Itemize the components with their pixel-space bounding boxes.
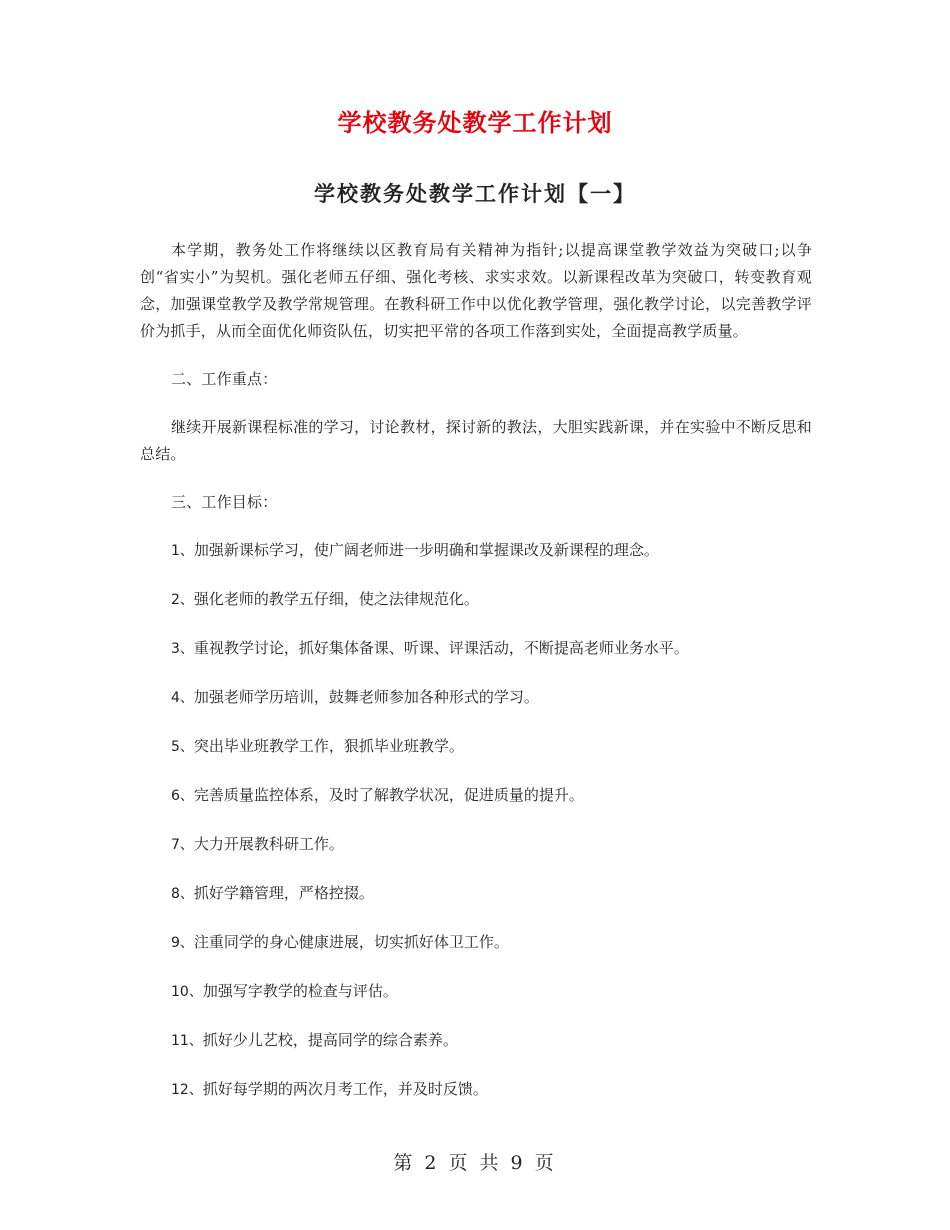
goal-number: 7、 [171,837,194,853]
goal-text: 抓好少儿艺校，提高同学的综合素养。 [202,1031,458,1049]
goal-number: 11、 [171,1033,203,1049]
goal-number: 5、 [171,739,194,755]
section-title-text: 学校教务处教学工作计划 [314,181,567,206]
goal-item-2 [140,586,812,614]
goal-item-5 [140,733,812,761]
goal-text: 完善质量监控体系，及时了解教学状况，促进质量的提升。 [193,786,584,804]
goal-text: 抓好学籍管理，严格控掇。 [193,884,374,902]
focus-heading: 二、工作重点： [171,370,278,388]
goal-item-3 [140,635,812,663]
section-title [0,178,950,210]
goal-number: 9、 [171,935,194,951]
goal-text: 突出毕业班教学工作，狠抓毕业班教学。 [193,737,464,755]
goal-item-7 [140,831,812,859]
goal-number: 12、 [171,1082,203,1098]
goal-item-6 [140,782,812,810]
goal-number: 6、 [171,788,194,804]
goals-heading: 三、工作目标： [171,493,278,511]
goal-text: 加强老师学历培训，鼓舞老师参加各种形式的学习。 [193,688,539,706]
intro-paragraph: 本学期，教务处工作将继续以区教育局有关精神为指针;以提高课堂教学效益为突破口;以争创“省实小”为契机。强化老师五仔细、强化考核、求实求效。以新课程改革为突破口，转变教育观念，加强课堂教学及教学常规管理。在教科研工作中以优化教学管理，强化教学讨论，以完善教学评价为抓手，从而全面优化师资队伍，切实把平常的各项工作落到实处，全面提高教学质量。 [140,241,812,340]
goal-item-1 [140,537,812,565]
goal-text: 注重同学的身心健康进展，切实抓好体卫工作。 [193,933,509,951]
goal-number: 10、 [171,984,203,1000]
document-title: 学校教务处教学工作计划 [337,108,613,137]
goals-list [140,537,812,1104]
goal-number: 2、 [171,592,194,608]
goal-item-4 [140,684,812,712]
goal-text: 加强新课标学习，使广阔老师进一步明确和掌握课改及新课程的理念。 [193,541,659,559]
goal-text: 大力开展教科研工作。 [193,835,344,853]
goal-number: 4、 [171,690,194,706]
goal-item-10 [140,978,812,1006]
section-title-bracket: 【一】 [567,181,636,206]
goal-item-8 [140,880,812,908]
page-number: 第 2 页 共 9 页 [393,1152,557,1174]
goal-item-9 [140,929,812,957]
goal-item-11 [140,1027,812,1055]
document-body [140,237,812,1125]
goal-item-12 [140,1076,812,1104]
goal-text: 强化老师的教学五仔细，使之法律规范化。 [193,590,479,608]
goal-number: 3、 [171,641,194,657]
goal-number: 8、 [171,886,194,902]
goal-text: 重视教学讨论，抓好集体备课、听课、评课活动，不断提高老师业务水平。 [193,639,689,657]
goal-text: 加强写字教学的检查与评估。 [202,982,398,1000]
goal-number: 1、 [171,543,194,559]
goal-text: 抓好每学期的两次月考工作，并及时反馈。 [202,1080,488,1098]
focus-paragraph: 继续开展新课程标准的学习，讨论教材，探讨新的教法，大胆实践新课，并在实验中不断反思和总结。 [140,418,812,463]
